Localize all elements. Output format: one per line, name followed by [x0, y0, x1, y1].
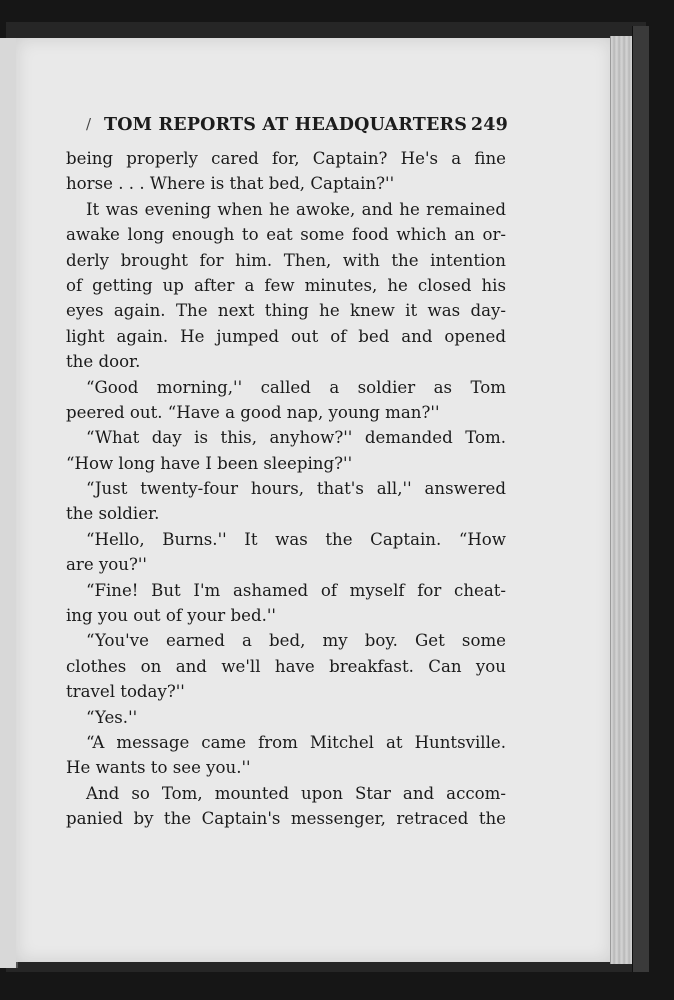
- text-line: awake long enough to eat some food which an or-: [66, 225, 506, 245]
- text-line: “A message came from Mitchel at Huntsville.: [86, 732, 506, 752]
- text-line: “What day is this, anyhow?'' demanded Tom.: [86, 428, 506, 448]
- page-text: [66, 146, 506, 832]
- text-line: “Yes.'': [86, 707, 138, 727]
- cover-edge: [632, 26, 649, 972]
- text-line: “You've earned a bed, my boy. Get some: [86, 631, 506, 651]
- text-line: being properly cared for, Captain? He's a fine: [66, 149, 506, 168]
- text-line: eyes again. The next thing he knew it was day-: [66, 301, 506, 321]
- text-line: light again. He jumped out of bed and opened: [66, 326, 506, 346]
- text-line: He wants to see you.'': [66, 758, 251, 778]
- pencil-mark: /: [86, 115, 92, 133]
- text-line: “Just twenty-four hours, that's all,'' answered: [86, 479, 506, 499]
- text-line: of getting up after a few minutes, he closed his: [66, 275, 506, 295]
- text-line: “Hello, Burns.'' It was the Captain. “How: [86, 529, 506, 549]
- page-number: 249: [470, 115, 508, 135]
- text-line: And so Tom, mounted upon Star and accom-: [86, 783, 506, 803]
- text-line: travel today?'': [66, 682, 185, 702]
- text-line: are you?'': [66, 555, 147, 575]
- text-line: derly brought for him. Then, with the intention: [66, 250, 506, 270]
- page-edges: [610, 36, 633, 964]
- text-line: panied by the Captain's messenger, retraced the: [66, 809, 506, 829]
- text-line: It was evening when he awoke, and he remained: [86, 199, 506, 219]
- text-line: “How long have I been sleeping?'': [66, 453, 353, 473]
- text-line: the door.: [66, 352, 141, 372]
- text-line: “Fine! But I'm ashamed of myself for cheat-: [86, 580, 506, 600]
- text-line: peered out. “Have a good nap, young man?'': [66, 402, 440, 422]
- text-line: “Good morning,'' called a soldier as Tom: [86, 377, 506, 397]
- running-header: [86, 115, 508, 143]
- text-line: clothes on and we'll have breakfast. Can you: [66, 656, 506, 676]
- text-line: the soldier.: [66, 504, 160, 524]
- running-title: TOM REPORTS AT HEADQUARTERS: [104, 115, 468, 135]
- text-line: ing you out of your bed.'': [66, 606, 276, 626]
- text-line: horse . . . Where is that bed, Captain?'': [66, 174, 395, 194]
